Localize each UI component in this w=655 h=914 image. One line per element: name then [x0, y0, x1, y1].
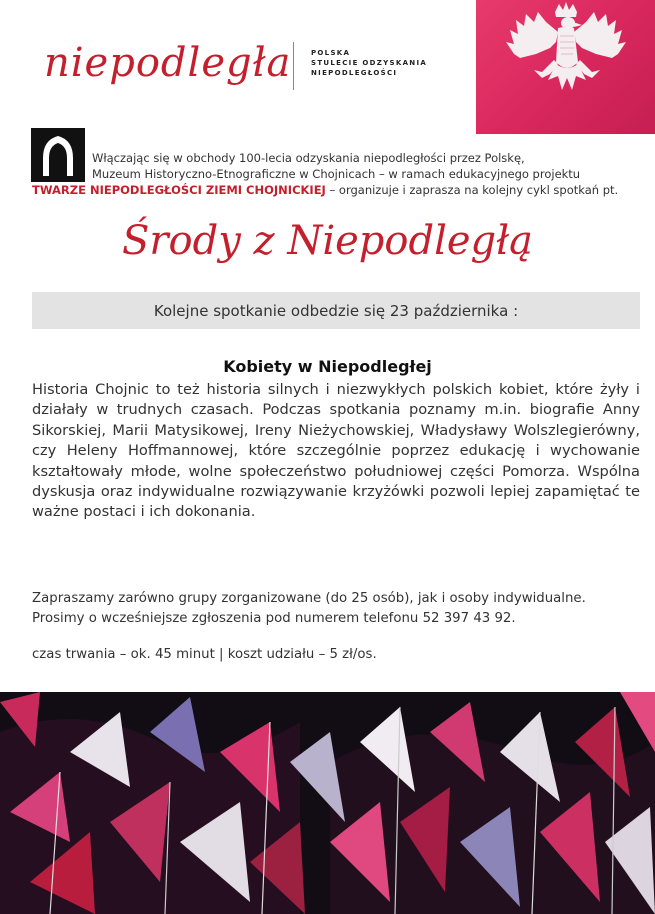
eagle-emblem-panel	[476, 0, 655, 134]
logo-divider	[293, 42, 294, 90]
event-description: Historia Chojnic to też historia silnych i niezwykłych polskich kobiet, które żyły i działały w trudnych czasach. Podczas spotkania poznamy m.in. biografie Anny Sikorskiej, Marii Matysikowej, Ireny Nieżychowskiej, Władysławy Wolszlegierówny, czy Heleny Hoffmannowej, które szczególnie poprzez edukację i wychowanie kształtowały młode, wolne społeczeństwo południowej części Pomorza. Wspólna dyskusja oraz indywidualne rozwiązywanie krzyżówki pozwoli lepiej zapamiętać te ważne postaci i ich dokonania.	[32, 381, 640, 521]
intro-line-rest: – organizuje i zaprasza na kolejny cykl spotkań pt.	[325, 183, 619, 197]
intro-line: Muzeum Historyczno-Etnograficzne w Chojnicach – w ramach edukacyjnego projektu	[92, 167, 581, 181]
intro-line	[32, 182, 640, 198]
intro-line: Włączając się w obchody 100-lecia odzyskania niepodległości przez Polskę,	[92, 151, 525, 165]
event-details: czas trwania – ok. 45 minut | koszt udziału – 5 zł/os.	[32, 647, 377, 662]
invite-line: Zapraszamy zarówno grupy zorganizowane (do 25 osób), jak i osoby indywidualne.	[32, 591, 586, 606]
gothic-arch-icon	[31, 128, 85, 182]
niepodlegla-logo: niepodległa	[44, 40, 292, 86]
flags-artwork	[0, 692, 655, 914]
logo-subtitle-line: NIEPODLEGŁOŚCI	[311, 69, 398, 77]
museum-logo	[31, 128, 85, 182]
invite-text	[32, 589, 652, 628]
announcement-text: Kolejne spotkanie odbedzie się 23 października :	[153, 301, 519, 320]
flags-artwork-image	[0, 692, 655, 914]
logo-subtitle-line: POLSKA	[311, 49, 351, 57]
logo-subtitle	[311, 48, 427, 78]
event-title: Kobiety w Niepodległej	[223, 357, 432, 376]
invite-line: Prosimy o wcześniejsze zgłoszenia pod numerem telefonu 52 397 43 92.	[32, 610, 516, 626]
series-title: Środy z Niepodległą	[122, 218, 533, 264]
white-eagle-icon	[476, 0, 655, 134]
logo-subtitle-line: STULECIE ODZYSKANIA	[311, 59, 428, 67]
intro-text	[32, 150, 640, 198]
announcement-bar	[32, 292, 640, 329]
project-name: TWARZE NIEPODLEGŁOŚCI ZIEMI CHOJNICKIEJ	[32, 183, 326, 197]
